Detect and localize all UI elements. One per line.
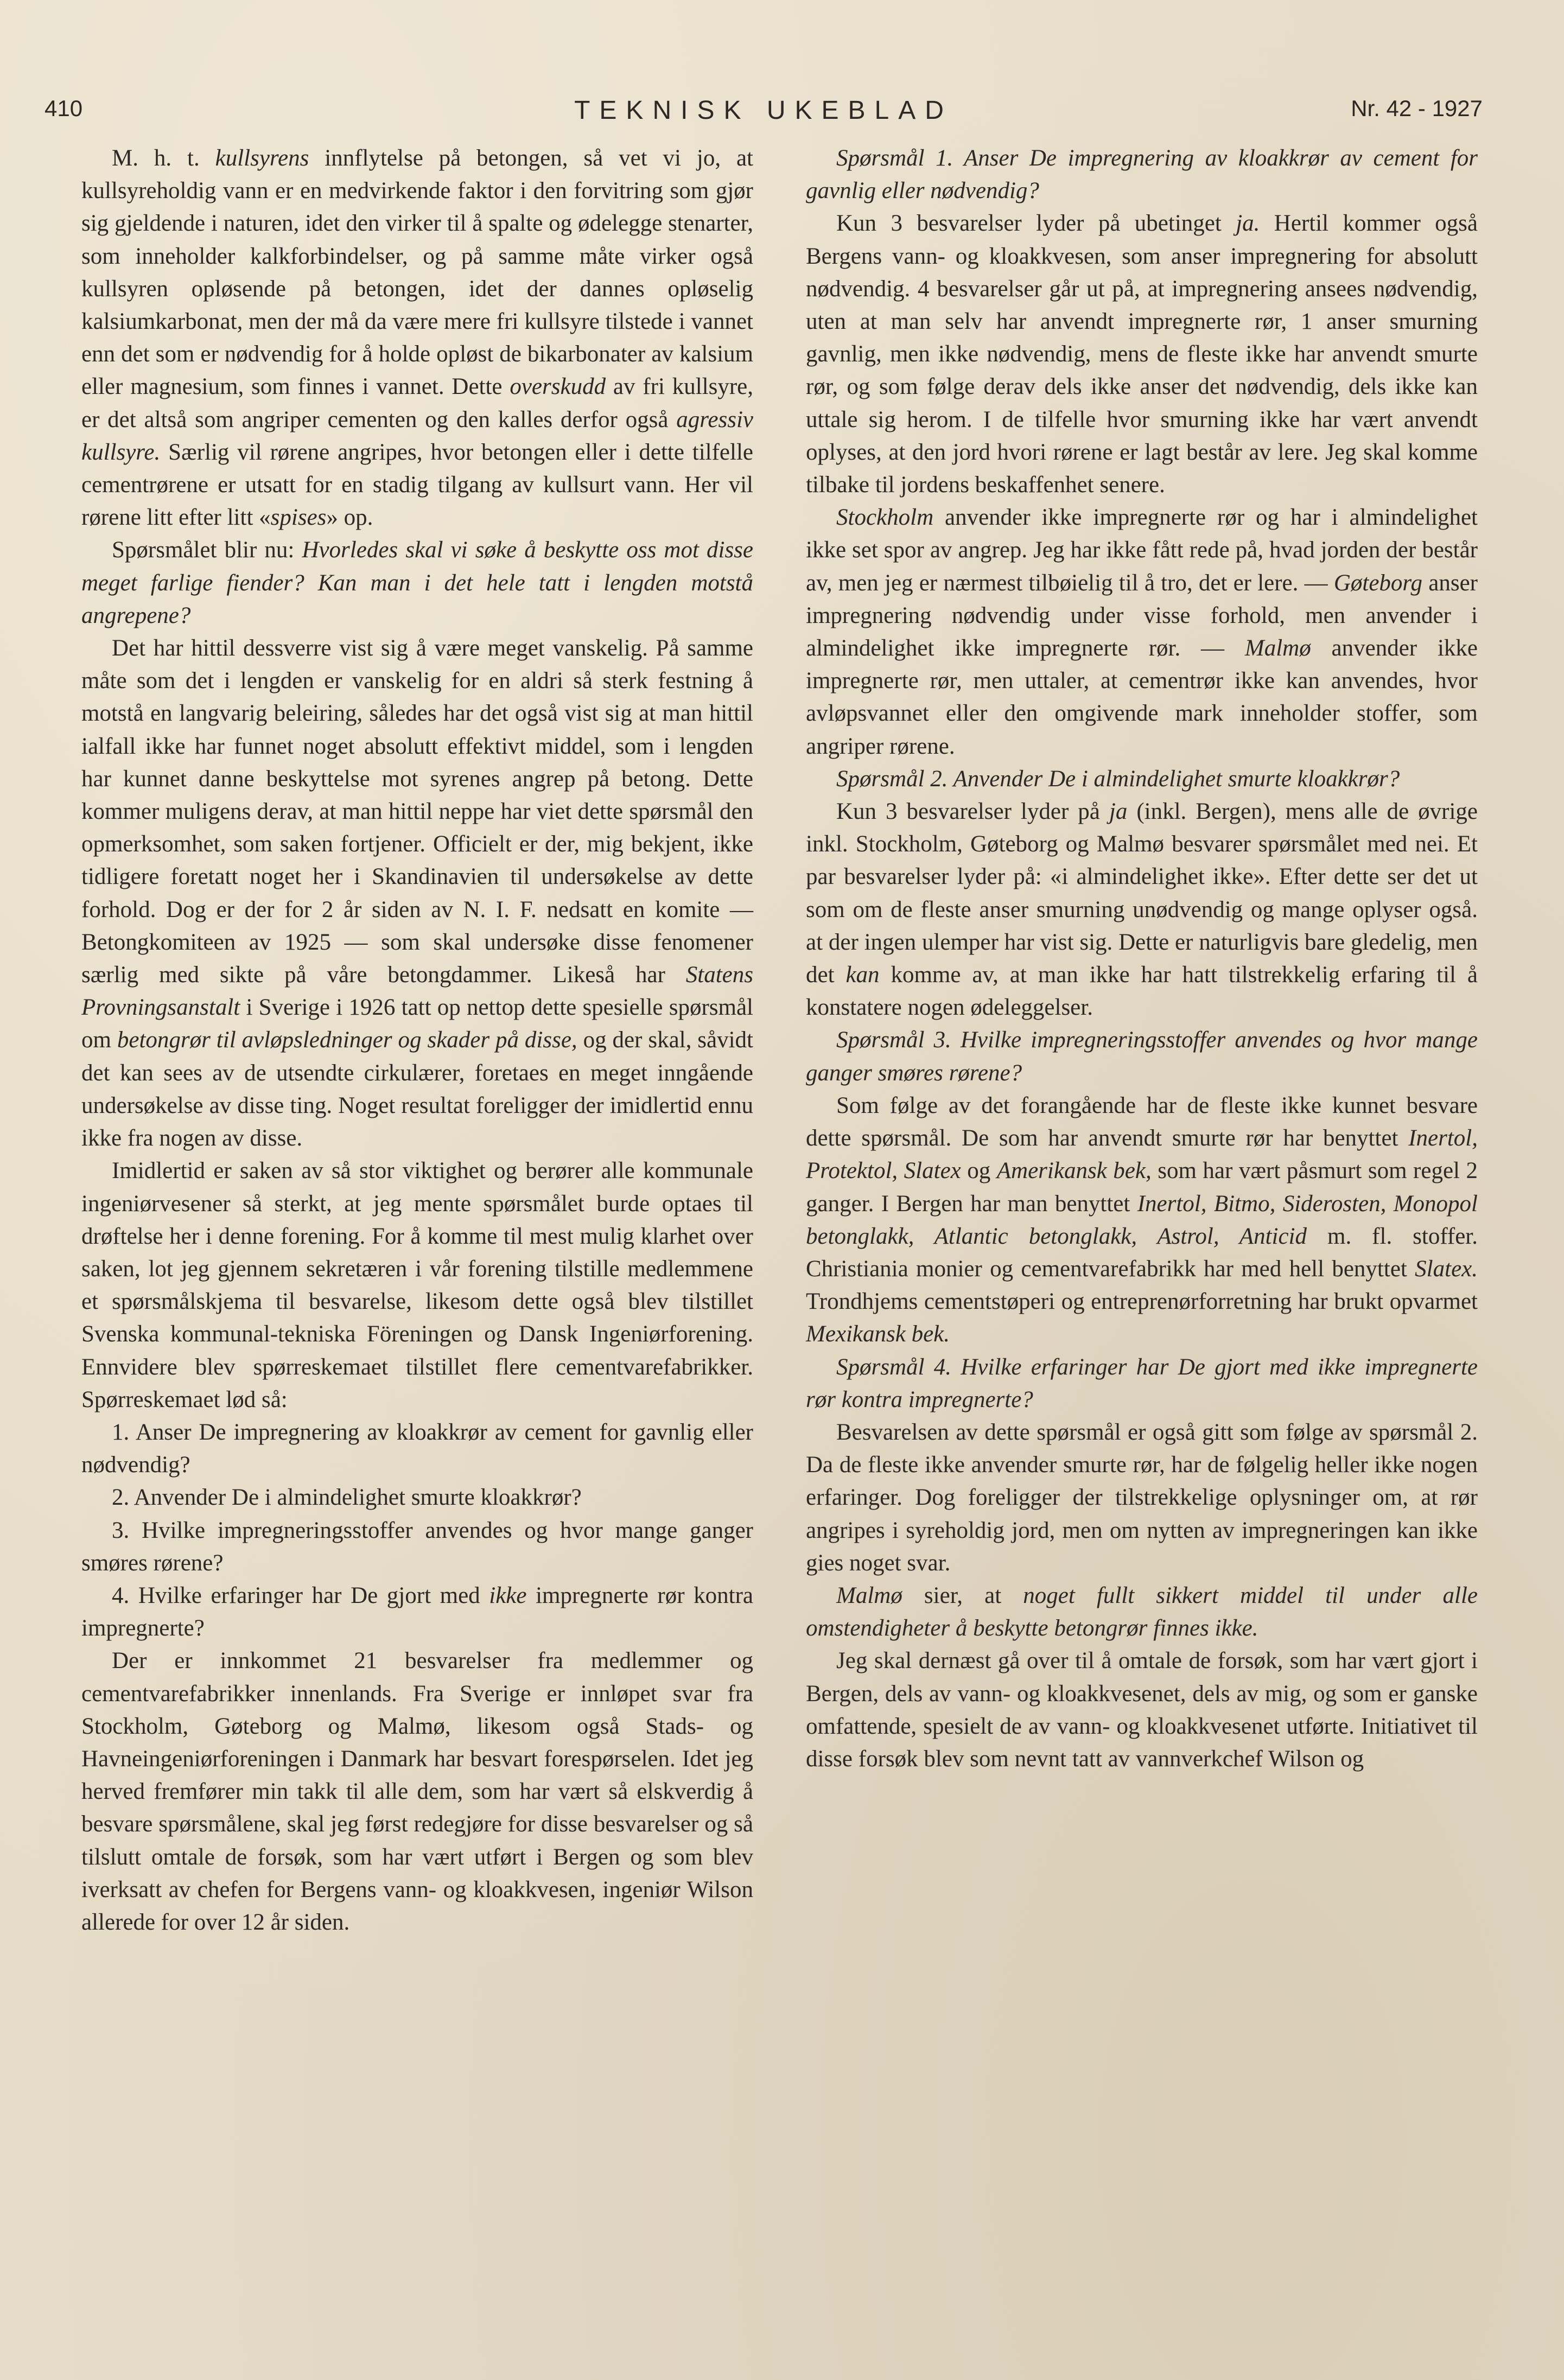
text-run: impregnerte rør kontra impregnerte?: [81, 1582, 753, 1641]
text-run: anvender ikke impregnerte rør, men uttaler, at cementrør ikke kan anvendes, hvor avløpsvannet eller den omgivende mark inneholder stoffer, som angriper rørene.: [806, 635, 1478, 759]
paragraph: [806, 207, 1478, 501]
text-run: Trondhjems cementstøperi og entreprenørforretning har brukt opvarmet: [806, 1289, 1478, 1315]
italic-text-run: kan: [845, 962, 880, 988]
italic-text-run: ja: [1109, 799, 1128, 825]
paragraph: [81, 1645, 753, 1939]
italic-text-run: overskudd: [510, 374, 606, 400]
text-run: anvender ikke impregnerte rør og har i almindelighet ikke set spor av angrep. Jeg har ikke fått rede på, hvad jorden der består av, men jeg er nærmest tilbøielig til å tro, det er lere. —: [806, 505, 1478, 596]
italic-text-run: noget fullt sikkert middel til under alle omstendigheter å beskytte betongrør finnes ikke.: [806, 1582, 1478, 1641]
italic-text-run: Inertol, Protektol, Slatex: [806, 1125, 1478, 1184]
italic-text-run: Slatex.: [1415, 1256, 1478, 1282]
question-heading: [806, 1024, 1478, 1089]
italic-text-run: kullsyrens: [215, 145, 309, 171]
italic-text-run: Mexikansk bek.: [806, 1321, 950, 1347]
text-run: i Sverige i 1926 tatt op nettop dette spesielle spørsmål om: [81, 995, 753, 1053]
italic-text-run: Hvorledes skal vi søke å beskytte oss mot disse meget farlige fiender? Kan man i det hele tatt i lengden motstå angrepene?: [81, 537, 754, 628]
text-run: 1. Anser De impregnering av kloakkrør av cement for gavnlig eller nødvendig?: [81, 1419, 753, 1478]
question-item: [81, 1514, 753, 1580]
text-run: Som følge av det forangående har de fleste ikke kunnet besvare dette spørsmål. De som har anvendt smurte rør har benyttet: [806, 1092, 1478, 1151]
italic-text-run: spises: [270, 505, 327, 531]
text-run: Særlig vil rørene angripes, hvor betongen eller i dette tilfelle cementrørene er utsatt for en stadig tilgang av kullsurt vann. Her vil rørene litt efter litt «: [81, 439, 753, 531]
paragraph: [806, 796, 1478, 1024]
text-run: Jeg skal dernæst gå over til å omtale de forsøk, som har vært gjort i Bergen, dels av vann- og kloakkvesenet, dels av mig, og som er ganske omfattende, spesielt de av vann- og kloakkvesenet utførte. Initiativet til disse forsøk blev som nevnt tatt av vannverkchef Wilson og: [806, 1648, 1478, 1772]
text-run: 2. Anvender De i almindelighet smurte kloakkrør?: [112, 1485, 582, 1511]
paragraph: [806, 1645, 1478, 1776]
text-run: anser impregnering nødvendig under visse forhold, men anvender i almindelighet ikke impregnerte rør. —: [806, 570, 1478, 661]
left-column: [81, 142, 753, 1939]
question-heading: [806, 1351, 1478, 1416]
italic-text-run: Spørsmål 2. Anvender De i almindelighet smurte kloakkrør?: [836, 766, 1400, 792]
text-run: 4. Hvilke erfaringer har De gjort med: [112, 1582, 489, 1608]
italic-text-run: Statens Provningsanstalt: [81, 962, 753, 1021]
italic-text-run: Spørsmål 1. Anser De impregnering av kloakkrør av cement for gavnlig eller nødvendig?: [806, 145, 1478, 204]
italic-text-run: Amerikansk bek,: [996, 1158, 1152, 1184]
paragraph: [806, 1580, 1478, 1645]
paragraph: [81, 1155, 753, 1416]
text-run: av fri kullsyre, er det altså som angriper cementen og den kalles derfor også: [81, 374, 754, 432]
italic-text-run: betongrør til avløpsledninger og skader på disse,: [117, 1027, 577, 1053]
text-run: 3. Hvilke impregneringsstoffer anvendes og hvor mange ganger smøres rørene?: [81, 1517, 753, 1576]
text-run: komme av, at man ikke har hatt tilstrekkelig erfaring til å konstatere nogen ødeleggelser.: [806, 962, 1478, 1021]
italic-text-run: Spørsmål 4. Hvilke erfaringer har De gjort med ikke impregnerte rør kontra impregnerte?: [806, 1354, 1478, 1412]
text-run: innflytelse på betongen, så vet vi jo, at kullsyreholdig vann er en medvirkende faktor i den forvitring som gjør sig gjeldende i naturen, idet den virker til å spalte og ødelegge stenarter, som inneholder kalkforbindelser, og på samme måte virker også kullsyren opløsende på betongen, idet der dannes opløselig kalsiumkarbonat, men der må da være mere fri kullsyre tilstede i vannet enn det som er nødvendig for å holde opløst de bikarbonater av kalsium eller magnesium, som finnes i vannet. Dette: [81, 145, 753, 400]
question-heading: [806, 763, 1478, 796]
italic-text-run: Inertol, Bitmo, Siderosten, Monopol betonglakk, Atlantic betonglakk, Astrol, Anticid: [806, 1191, 1478, 1249]
page-header: [44, 96, 1483, 128]
question-item: [81, 1481, 753, 1514]
paragraph: [806, 1416, 1478, 1580]
text-run: Imidlertid er saken av så stor viktighet og berører alle kommunale ingeniørvesener så sterkt, at jeg mente spørsmålet burde optaes til drøftelse her i denne forening. For å komme til mest mulig klarhet over saken, lot jeg gjennem sekretæren i vår forening tilstille medlemmene et spørsmålskjema til besvarelse, likesom dette også blev tilstillet Svenska kommunal-tekniska Föreningen og Dansk Ingeniørforening. Ennvidere blev spørreskemaet tilstillet flere cementvarefabrikker. Spørreskemaet lød så:: [81, 1158, 753, 1412]
text-run: Kun 3 besvarelser lyder på: [836, 799, 1109, 825]
text-run: » op.: [326, 505, 373, 531]
italic-text-run: ikke: [489, 1582, 527, 1608]
page-number: 410: [44, 96, 83, 121]
text-run: M. h. t.: [112, 145, 215, 171]
text-run: (inkl. Bergen), mens alle de øvrige inkl. Stockholm, Gøteborg og Malmø besvarer spørsmålet med nei. Et par besvarelser lyder på: «i almindelighet ikke». Efter dette ser det ut som om de fleste anser smurning unødvendig og mange oplyser også. at der ingen ulemper har vist sig. Dette er naturligvis bare gledelig, men det: [806, 799, 1478, 988]
question-heading: [806, 142, 1478, 207]
question-item: [81, 1580, 753, 1645]
text-run: m. fl. stoffer. Christiania monier og cementvarefabrikk har med hell benyttet: [806, 1223, 1478, 1282]
paragraph: [806, 501, 1478, 763]
paragraph: [81, 632, 753, 1155]
paragraph: [81, 534, 753, 632]
text-run: Der er innkommet 21 besvarelser fra medlemmer og cementvarefabrikker innenlands. Fra Sverige er innløpet svar fra Stockholm, Gøteborg og Malmø, likesom også Stads- og Havneingeniørforeningen i Danmark har besvart forespørselen. Idet jeg herved fremfører min takk til alle dem, som har vært så elskverdig å besvare spørsmålene, skal jeg først redegjøre for disse besvarelser og så tilslutt omtale de forsøk, som har vært utført i Bergen og som blev iverksatt av chefen for Bergens vann- og kloakkvesen, ingeniør Wilson allerede for over 12 år siden.: [81, 1648, 753, 1935]
italic-text-run: agressiv kullsyre.: [81, 406, 753, 465]
text-run: Besvarelsen av dette spørsmål er også gitt som følge av spørsmål 2. Da de fleste ikke anvender smurte rør, har de følgelig heller ikke nogen erfaringer. Dog foreligger der tilstrekkelige oplysninger om, at rør angripes i syreholdig jord, men om nytten av impregneringen kan ikke gies noget svar.: [806, 1419, 1478, 1576]
text-run: og: [961, 1158, 997, 1184]
text-run: og der skal, såvidt det kan sees av de utsendte cirkulærer, foretaes en meget inngående undersøkelse av disse ting. Noget resultat foreligger der imidlertid ennu ikke fra nogen av disse.: [81, 1027, 753, 1151]
italic-text-run: Gøteborg: [1333, 570, 1423, 596]
italic-text-run: Malmø: [1244, 635, 1311, 661]
text-run: som har vært påsmurt som regel 2 ganger. I Bergen har man benyttet: [806, 1158, 1478, 1217]
right-column: [806, 142, 1478, 1776]
text-run: sier, at: [902, 1582, 1023, 1608]
text-run: Hertil kommer også Bergens vann- og kloakkvesen, som anser impregnering for absolutt nødvendig. 4 besvarelser går ut på, at impregnering ansees nødvendig, uten at man selv har anvendt impregnerte rør, 1 anser smurning gavnlig, men ikke nødvendig, mens de fleste ikke har anvendt smurte rør, og som følge derav dels ikke anser det nødvendig, dels ikke kan uttale sig herom. I de tilfelle hvor smurning ikke har vært anvendt oplyses, at den jord hvori rørene er lagt består av lere. Jeg skal komme tilbake til jordens beskaffenhet senere.: [806, 211, 1478, 498]
journal-title: TEKNISK UKEBLAD: [574, 96, 953, 125]
italic-text-run: Stockholm: [836, 505, 934, 531]
paragraph: [81, 142, 753, 534]
italic-text-run: ja.: [1236, 211, 1260, 237]
text-run: Kun 3 besvarelser lyder på ubetinget: [836, 211, 1236, 237]
text-run: Spørsmålet blir nu:: [112, 537, 302, 563]
question-item: [81, 1416, 753, 1481]
text-run: Det har hittil dessverre vist sig å være meget vanskelig. På samme måte som det i lengden er vanskelig for en aldri så sterk festning å motstå en langvarig beleiring, således har det også vist sig at man hittil ialfall ikke har funnet noget absolutt effektivt middel, som i lengden har kunnet danne beskyttelse mot syrenes angrep på betong. Dette kommer muligens derav, at man hittil neppe har viet dette spørsmål den opmerksomhet, som saken fortjener. Officielt er der, mig bekjent, ikke tidligere foretatt noget her i Skandinavien til undersøkelse av dette forhold. Dog er der for 2 år siden av N. I. F. nedsatt en komite — Betongkomiteen av 1925 — som skal undersøke disse fenomener særlig med sikte på våre betongdammer. Likeså har: [81, 635, 753, 988]
italic-text-run: Spørsmål 3. Hvilke impregneringsstoffer anvendes og hvor mange ganger smøres rørene?: [806, 1027, 1478, 1086]
italic-text-run: Malmø: [836, 1582, 902, 1608]
issue-label: Nr. 42 - 1927: [1351, 96, 1483, 121]
paragraph: [806, 1090, 1478, 1351]
